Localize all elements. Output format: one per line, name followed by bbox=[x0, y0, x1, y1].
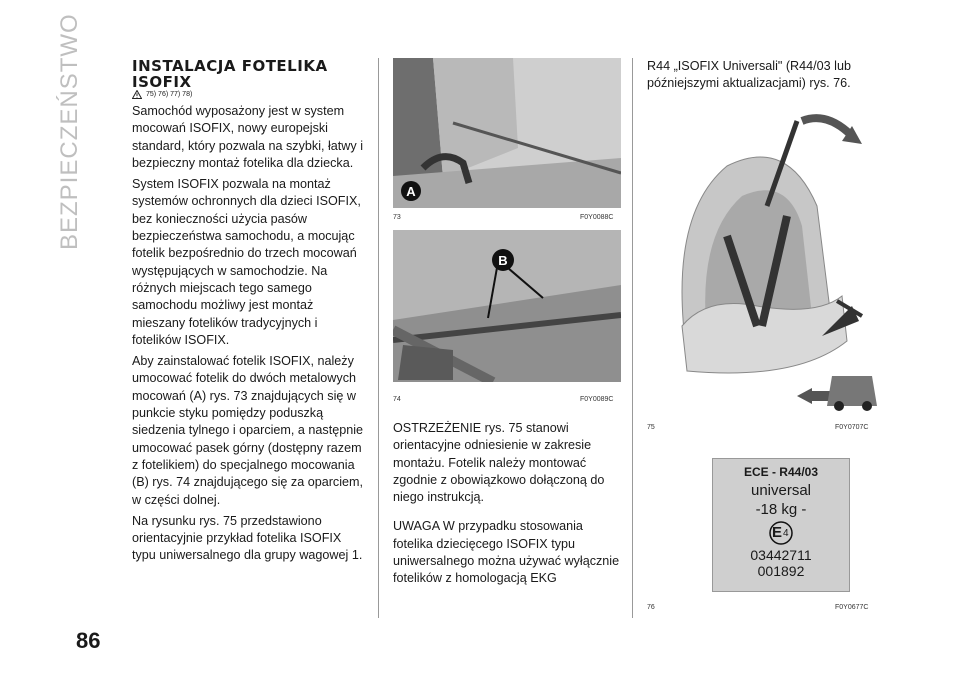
isofix-child-seat-illustration bbox=[647, 96, 879, 414]
paragraph: Aby zainstalować fotelik ISOFIX, należy umocować fotelik do dwóch metalowych mocowań (A) rys. 73 znajdujących się w punkcie styku pomiędzy poduszką siedzenia tylnego i oparciem, a następnie umocować pasek górny (dostępny razem z fotelikiem) do specjalnego mocowania (B) rys. 74 znajdującego się za oparciem, w części dolnej. bbox=[132, 354, 364, 507]
warning-triangle-icon bbox=[132, 90, 142, 99]
figure-73-number: 73 bbox=[393, 214, 401, 221]
label-regulation: ECE - R44/03 bbox=[743, 465, 819, 479]
column-divider-2 bbox=[632, 58, 633, 618]
label-weight: -18 kg - bbox=[755, 501, 807, 518]
figure-73-code: F0Y0088C bbox=[580, 214, 614, 221]
paragraph: Samochód wyposażony jest w system mocowań ISOFIX, nowy europejski standard, który pozwala na szybki, łatwy i bezpieczny montaż fotelika dla dziecka. bbox=[132, 104, 363, 170]
label-approval-number: 03442711 bbox=[750, 547, 812, 563]
column-divider-1 bbox=[378, 58, 379, 618]
figure-75-image bbox=[647, 96, 879, 414]
label-category: universal bbox=[750, 482, 812, 499]
marker-a: A bbox=[406, 184, 416, 199]
warning-references bbox=[132, 90, 192, 99]
figure-75-number: 75 bbox=[647, 424, 655, 431]
paragraph: R44 „ISOFIX Universali" (R44/03 lub późniejszymi aktualizacjami) rys. 76. bbox=[647, 59, 851, 91]
figure-74-number: 74 bbox=[393, 396, 401, 403]
approval-mark-number: 4 bbox=[783, 528, 789, 539]
page-number: 86 bbox=[76, 628, 101, 653]
warning-refs-text: 75) 76) 77) 78) bbox=[146, 91, 193, 98]
sidebar-chapter-title: BEZPIECZEŃSTWO bbox=[56, 13, 83, 250]
figure-74-code: F0Y0089C bbox=[580, 396, 614, 403]
figure-75-code: F0Y0707C bbox=[835, 424, 869, 431]
figure-73-image bbox=[393, 58, 621, 208]
column-3-text bbox=[647, 58, 879, 97]
approval-mark-icon bbox=[763, 521, 799, 545]
figure-76-ece-label bbox=[712, 458, 850, 592]
column-1-text bbox=[132, 103, 367, 569]
paragraph: Na rysunku rys. 75 przedstawiono orientacyjnie przykład fotelika ISOFIX typu uniwersalnego dla grupy wagowej 1. bbox=[132, 513, 363, 563]
approval-mark-letter: E bbox=[772, 524, 783, 541]
note-paragraph: UWAGA W przypadku stosowania fotelika dziecięcego ISOFIX typu uniwersalnego można używać wyłącznie fotelików z homologacją EKG bbox=[393, 519, 620, 586]
paragraph: System ISOFIX pozwala na montaż systemów ochronnych dla dzieci ISOFIX, bez konieczności użycia pasów bezpieczeństwa samochodu, a mocując fotelik bezpośrednio do trzech mocowań występujących w samochodzie. Na różnych miejscach tego samego samochodu możliwy jest montaż mieszany fotelików tradycyjnych i fotelików ISOFIX. bbox=[132, 177, 361, 347]
isofix-anchor-illustration bbox=[393, 58, 621, 208]
warning-paragraph: OSTRZEŻENIE rys. 75 stanowi orientacyjne odniesienie w zakresie montażu. Fotelik należy montować zgodnie z obowiązkowo dołączoną do niego instrukcją. bbox=[393, 421, 605, 505]
figure-76-number: 76 bbox=[647, 604, 655, 611]
top-tether-anchor-illustration bbox=[393, 230, 621, 382]
section-title: INSTALACJA FOTELIKA ISOFIX bbox=[132, 57, 328, 91]
figure-74-image bbox=[393, 230, 621, 382]
label-serial-number: 001892 bbox=[757, 563, 805, 579]
marker-b: B bbox=[498, 253, 508, 268]
figure-76-code: F0Y0677C bbox=[835, 604, 869, 611]
column-2-text bbox=[393, 420, 623, 592]
